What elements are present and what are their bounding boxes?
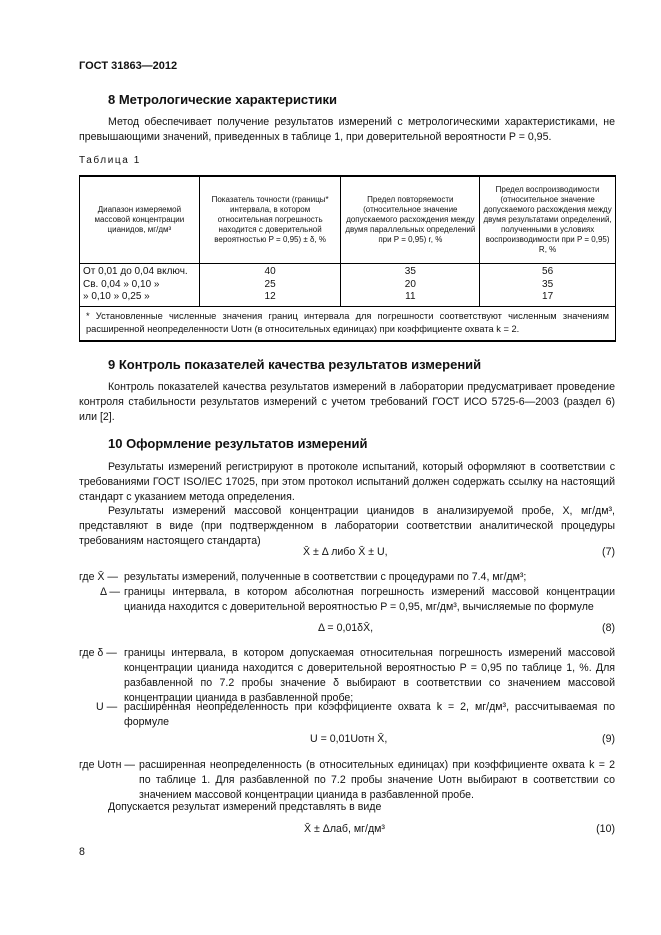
table-caption: Таблица 1 <box>79 155 141 166</box>
table-footnote: * Установленные численные значения границ интервала для погрешности соответствуют численным значениям расширенной неопределенности Uотн (в относительных единицах) при коэффициенте охвата k = 2. <box>80 306 616 341</box>
section-8-title: 8 Метрологические характеристики <box>108 92 338 107</box>
table-cell-delta: 12 <box>264 291 276 302</box>
equation-8-number: (8) <box>602 622 615 634</box>
section-8-paragraph: Метод обеспечивает получение результатов измерений с метрологическими характеристиками, не превышающими значений, приведенных в таблице 1, при доверительной вероятности P = 0,95. <box>79 116 615 143</box>
table-cell-r: 35 <box>404 266 416 277</box>
section-10-title: 10 Оформление результатов измерений <box>108 436 368 451</box>
equation-9-number: (9) <box>602 733 615 745</box>
table-cell-R: 56 <box>542 266 554 277</box>
section-9-title: 9 Контроль показателей качества результатов измерений <box>108 357 482 372</box>
definition-text: расширенная неопределенность (в относительных единицах) при коэффициенте охвата k = 2 по таблице 1. Для разбавленной по 7.2 пробы значение Uотн выбирают в соответствии со значением массовой концентрации цианида в разбавленной пробе. <box>139 759 615 801</box>
table-1 <box>79 175 616 342</box>
definition-term: где X̄ — <box>79 571 119 583</box>
section-9-paragraph: Контроль показателей качества результатов измерений в лаборатории предусматривает проведение контроля стабильности результатов измерений с учетом требований ГОСТ ИСО 5725-6—2003 (раздел 6) или [2]. <box>79 381 615 423</box>
section-10-paragraph-1: Результаты измерений регистрируют в протоколе испытаний, который оформляют в соответствии с требованиями ГОСТ ISO/IEC 17025, при этом протокол испытаний должен содержать ссылку на настоящий стандарт с указанием метода определения. <box>79 461 615 503</box>
table-cell-R: 35 <box>542 278 554 290</box>
equation-10-number: (10) <box>596 823 615 835</box>
R-cell <box>480 264 616 307</box>
equation-9: U = 0,01Uотн X̄, <box>310 733 388 745</box>
r-cell <box>341 264 480 307</box>
definition-text: границы интервала, в котором абсолютная погрешность измерений массовой концентрации цианида находится с доверительной вероятностью P = 0,95, мг/дм³, вычисляемые по формуле <box>124 586 615 613</box>
delta-cell <box>199 264 341 307</box>
equation-10: X̄ ± Δлаб, мг/дм³ <box>304 823 385 835</box>
definition-term: Δ — <box>100 586 121 598</box>
table-footnote-row <box>80 306 616 341</box>
equation-7: X̄ ± Δ либо X̄ ± U, <box>303 546 388 558</box>
table-row-range: От 0,01 до 0,04 включ. <box>83 266 188 277</box>
table-cell-r: 11 <box>405 291 416 302</box>
definition-text: границы интервала, в котором допускаемая относительная погрешность измерений массовой концентрации цианида находится с доверительной вероятностью P = 0,95 по таблице 1, %. Для разбавленной по 7.2 пробы значение δ выбирают в соответствии со значением массовой концентрации цианида в разбавленной пробе; <box>124 647 615 704</box>
definition-text: результаты измерений, полученные в соответствии с процедурами по 7.4, мг/дм³; <box>124 571 527 583</box>
section-10-paragraph-3: Допускается результат измерений представлять в виде <box>108 801 382 813</box>
equation-7-number: (7) <box>602 546 615 558</box>
table-data-rows <box>80 264 616 307</box>
page-number: 8 <box>79 846 85 858</box>
table-cell-r: 20 <box>404 278 416 290</box>
table-row-range: » 0,10 » 0,25 » <box>83 291 150 302</box>
definition-term: U — <box>96 701 118 713</box>
table-cell-delta: 40 <box>264 266 276 277</box>
header-repeatability: Предел повторяемости (относительное значение допускаемого расхождения между двумя параллельных определений при P = 0,95) r, % <box>341 176 480 264</box>
definition-text: расширенная неопределенность при коэффициенте охвата k = 2, мг/дм³, рассчитываемая по формуле <box>124 701 615 728</box>
table-row-range: Св. 0,04 » 0,10 » <box>83 278 160 290</box>
document-id: ГОСТ 31863—2012 <box>79 60 178 72</box>
table-cell-R: 17 <box>542 291 554 302</box>
table-header-row <box>80 176 616 264</box>
table-cell-delta: 25 <box>264 278 276 290</box>
header-reproducibility: Предел воспроизводимости (относительное значение допускаемого расхождения между двумя результатами определений, полученными в условиях воспроизводимости при P = 0,95) R, % <box>480 176 616 264</box>
definition-term: где δ — <box>79 647 117 659</box>
header-range: Диапазон измеряемой массовой концентрации цианидов, мг/дм³ <box>80 176 200 264</box>
range-cell <box>80 264 200 307</box>
section-10-paragraph-2: Результаты измерений массовой концентрации цианидов в анализируемой пробе, X, мг/дм³, представляют в виде (при подтвержденном в лаборатории соответствии аналитической процедуры требованиям настоящего стандарта) <box>79 505 615 547</box>
equation-8: Δ = 0,01δX̄, <box>318 622 374 634</box>
definition-term: где Uотн — <box>79 759 135 771</box>
header-accuracy: Показатель точности (границы* интервала, в котором относительная погрешность находится с доверительной вероятностью P = 0,95) ± δ, % <box>199 176 341 264</box>
